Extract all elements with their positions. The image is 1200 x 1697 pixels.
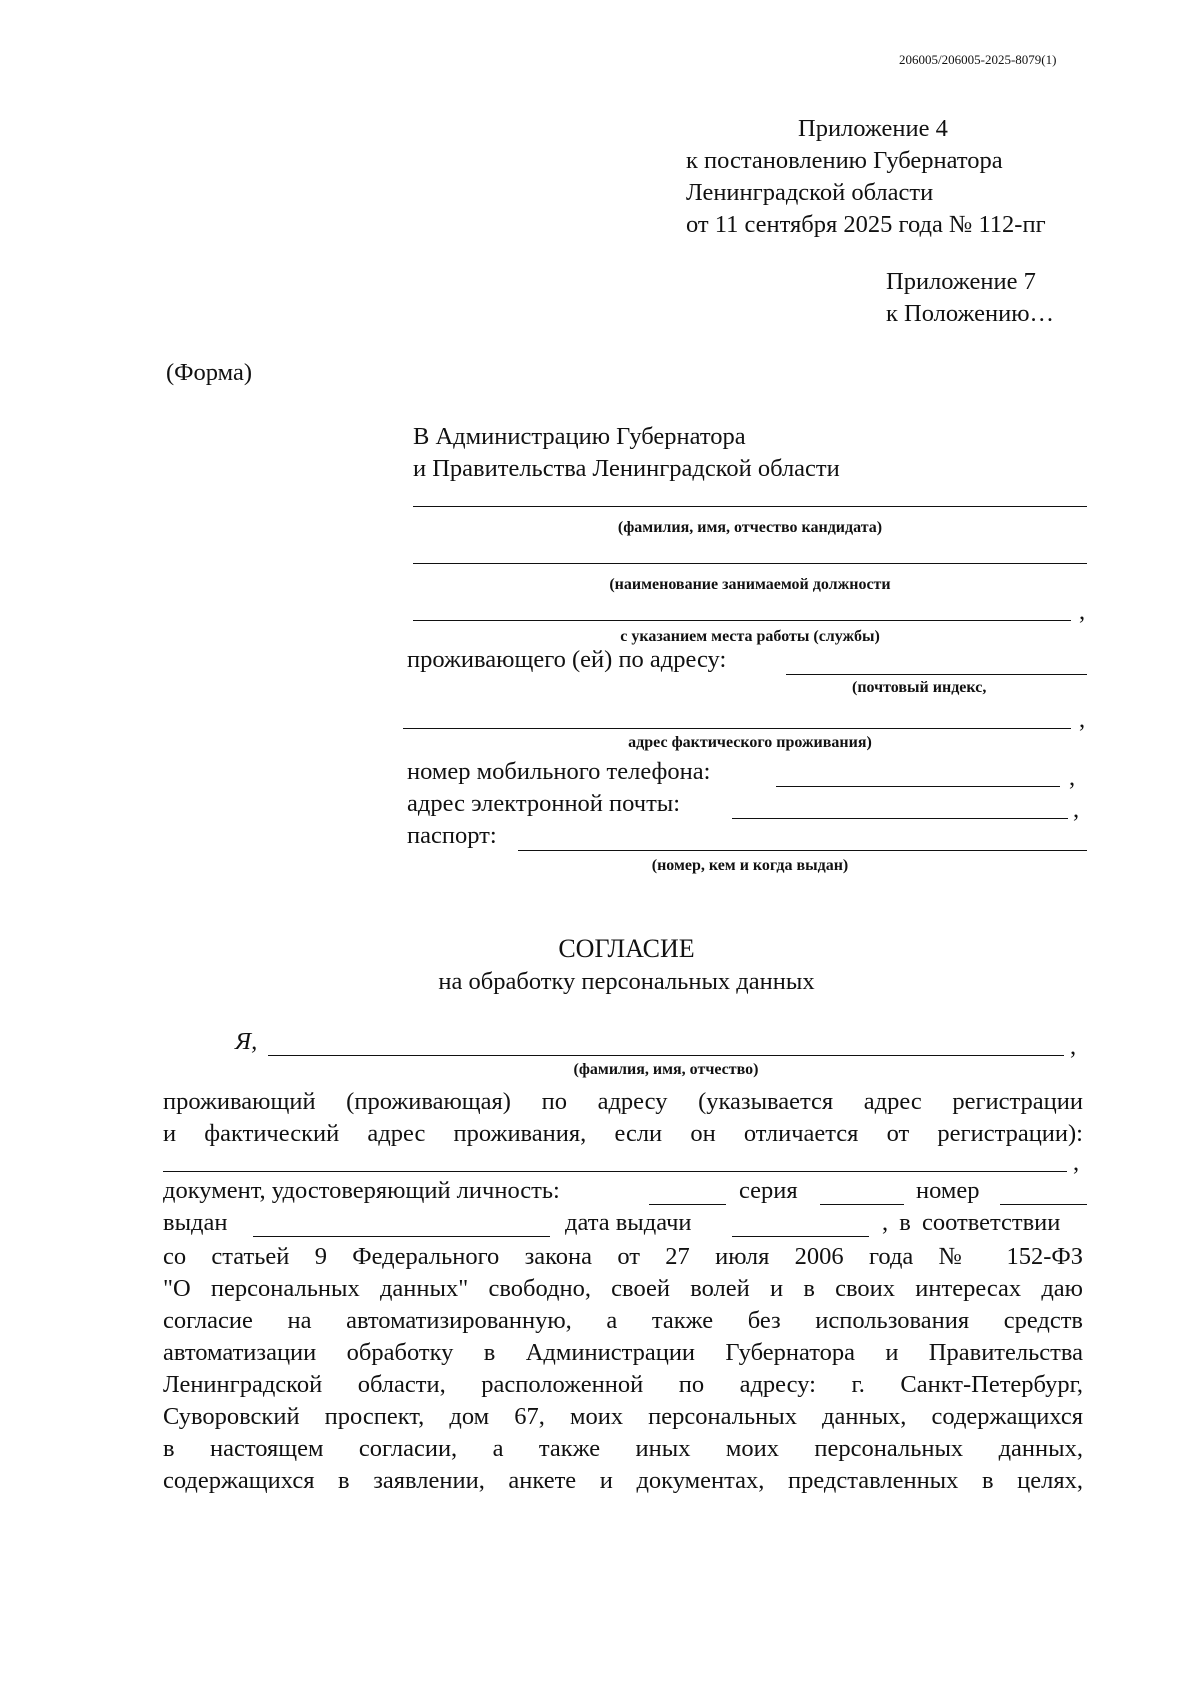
identity-doc-label: документ, удостоверяющий личность: — [163, 1177, 560, 1204]
series-field[interactable] — [820, 1184, 904, 1205]
caption-actual-address: адрес фактического проживания) — [628, 734, 872, 751]
consent-fio-field[interactable] — [268, 1055, 1064, 1056]
consent-line-2: "О персональных данных" свободно, своей волей и в своих интересах даю — [163, 1275, 1083, 1302]
appendix-4-line4: от 11 сентября 2025 года № 112-пг — [686, 211, 1046, 238]
consent-line-7: в настоящем согласии, а также иных моих персональных данных, — [163, 1435, 1083, 1462]
comma: , — [1073, 1149, 1080, 1176]
caption-applicant-workplace: с указанием места работы (службы) — [620, 628, 880, 645]
appendix-7-header — [886, 266, 1054, 330]
caption-applicant-position: (наименование занимаемой должности — [609, 576, 891, 593]
caption-passport: (номер, кем и когда выдан) — [651, 857, 849, 874]
applicant-actual-address-field[interactable] — [403, 728, 1071, 729]
number-label: номер — [916, 1177, 980, 1204]
consent-line-3: согласие на автоматизированную, а также без использования средств — [163, 1307, 1083, 1334]
caption-applicant-name: (фамилия, имя, отчество кандидата) — [617, 519, 883, 536]
document-title: СОГЛАСИЕ — [558, 934, 695, 963]
identity-doc-type-field[interactable] — [649, 1184, 726, 1205]
passport-label: паспорт: — [407, 822, 497, 849]
address-instruction-line2: и фактический адрес проживания, если он отличается от регистрации): — [163, 1120, 1083, 1147]
addressee — [413, 421, 840, 485]
consent-line-5: Ленинградской области, расположенной по адресу: г. Санкт-Петербург, — [163, 1371, 1083, 1398]
email-label: адрес электронной почты: — [407, 790, 681, 817]
address-instruction — [163, 1086, 1083, 1150]
comma: , — [1073, 796, 1080, 823]
applicant-name-field[interactable] — [413, 506, 1087, 507]
phone-field[interactable] — [776, 786, 1060, 787]
appendix-4-line2: к постановлению Губернатора — [686, 147, 1003, 174]
consent-line-6: Суворовский проспект, дом 67, моих персональных данных, содержащихся — [163, 1403, 1083, 1430]
comma: , — [1070, 1033, 1077, 1060]
passport-field[interactable] — [518, 850, 1087, 851]
caption-postal-index: (почтовый индекс, — [852, 679, 987, 696]
appendix-4-line1: Приложение 4 — [798, 115, 948, 142]
issue-date-field[interactable] — [732, 1216, 869, 1237]
consent-paragraph — [163, 1241, 1083, 1497]
comma: , — [1079, 706, 1086, 733]
issue-date-label: дата выдачи — [565, 1209, 692, 1236]
document-subtitle: на обработку персональных данных — [438, 968, 815, 995]
appendix-7-line1: Приложение 7 — [886, 268, 1036, 295]
i-label: Я, — [235, 1028, 258, 1055]
addressee-line1: В Администрацию Губернатора — [413, 423, 746, 450]
consent-line-4: автоматизации обработку в Администрации Губернатора и Правительства — [163, 1339, 1083, 1366]
comma: , — [1069, 764, 1076, 791]
issued-label: выдан — [163, 1209, 228, 1236]
applicant-workplace-field[interactable] — [413, 620, 1071, 621]
caption-consent-fio: (фамилия, имя, отчество) — [573, 1061, 759, 1078]
number-field[interactable] — [1000, 1184, 1087, 1205]
consent-address-field[interactable] — [163, 1171, 1067, 1172]
address-instruction-line1: проживающий (проживающая) по адресу (указывается адрес регистрации — [163, 1088, 1083, 1115]
consent-line-8: содержащихся в заявлении, анкете и документах, представленных в целях, — [163, 1467, 1083, 1494]
appendix-4-line3: Ленинградской области — [686, 179, 934, 206]
series-label: серия — [739, 1177, 798, 1204]
applicant-position-field[interactable] — [413, 563, 1087, 564]
consent-line-1: со статьей 9 Федерального закона от 27 июля 2006 года № 152-ФЗ — [163, 1243, 1083, 1270]
form-label: (Форма) — [166, 359, 253, 386]
document-number: 206005/206005-2025-8079(1) — [899, 52, 1057, 67]
appendix-7-line2: к Положению… — [886, 300, 1055, 327]
residing-label: проживающего (ей) по адресу: — [407, 646, 727, 673]
issued-by-field[interactable] — [253, 1216, 550, 1237]
phone-label: номер мобильного телефона: — [407, 758, 711, 785]
addressee-line2: и Правительства Ленинградской области — [413, 455, 840, 482]
email-field[interactable] — [732, 818, 1068, 819]
accordance-label: , в соответствии — [882, 1209, 1061, 1236]
applicant-address-field[interactable] — [786, 674, 1087, 675]
appendix-4-header — [686, 113, 1046, 241]
comma: , — [1079, 598, 1086, 625]
